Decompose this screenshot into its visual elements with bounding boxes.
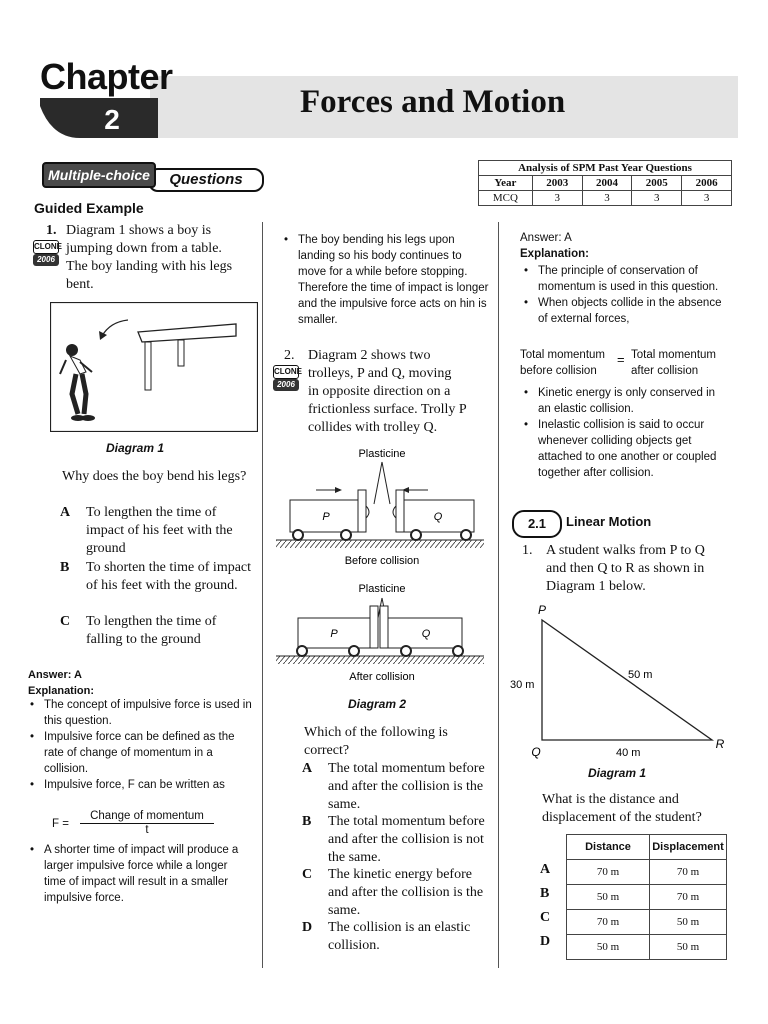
equals-sign: =	[617, 352, 625, 367]
distance-cell: 50 m	[567, 885, 650, 910]
q2-question: Which of the following is correct?	[304, 725, 448, 758]
trolley-q-label: Q	[421, 628, 431, 640]
column-divider	[498, 222, 499, 968]
q2-explanation-list-2	[524, 385, 730, 481]
chapter-number-tab	[40, 98, 158, 138]
clone-word: CLONE	[273, 365, 299, 379]
explanation-item: • The concept of impulsive force is used in this question.	[30, 697, 252, 729]
analysis-row-label: MCQ	[479, 191, 533, 206]
distance-cell: 50 m	[567, 935, 650, 960]
lm-q1-number: 1.	[522, 543, 533, 558]
option-text: The total momentum before and after the collision is not the same.	[328, 814, 485, 865]
eq-text: Total momentum	[520, 349, 606, 361]
q1-stem-line: bent.	[66, 277, 94, 292]
explanation-item: • Impulsive force can be defined as the rate of change of momentum in a collision.	[30, 729, 252, 777]
explanation-item: • The principle of conservation of momentum is used in this question.	[524, 263, 730, 295]
clone-year: 2006	[273, 379, 299, 391]
q1-diagram-caption: Diagram 1	[106, 441, 165, 455]
section-number-badge: 2.1	[512, 510, 562, 538]
explanation-item: • The boy bending his legs upon landing so his body continues to move for a while before stopping. Therefore the time of impact is longer and the impulsive force acts on hin is smaller.	[284, 232, 490, 328]
displacement-cell: 70 m	[650, 860, 727, 885]
q1-stem	[66, 222, 258, 294]
option-label: C	[60, 614, 71, 629]
chapter-number: 2	[104, 104, 120, 135]
q2-stem-line: collides with trolley Q.	[308, 420, 438, 435]
option-text: The total momentum before and after the collision is the same.	[328, 761, 485, 812]
option-label: B	[302, 814, 312, 829]
trolley-diagram	[270, 440, 490, 690]
momentum-equation-left	[520, 347, 605, 379]
chapter-label: Chapter	[40, 56, 173, 97]
lm-q1-stem-line: and then Q to R as shown in	[546, 561, 705, 576]
explanation-item: • Impulsive force, F can be written as	[30, 777, 252, 793]
formula	[52, 818, 69, 830]
option-text: The kinetic energy before and after the collision is the same.	[328, 867, 484, 918]
q2-stem	[308, 347, 496, 437]
distance-cell: 70 m	[567, 910, 650, 935]
explanation-item: • Kinetic energy is only conserved in an elastic collision.	[524, 385, 730, 417]
eq-text: after collision	[631, 365, 699, 377]
displacement-cell: 50 m	[650, 910, 727, 935]
q2-stem-line: frictionless surface. Trolly P	[308, 402, 467, 417]
before-collision-label: Before collision	[344, 555, 420, 567]
analysis-year: 2003	[532, 176, 582, 191]
q1-stem-line: The boy landing with his legs	[66, 259, 233, 274]
side-qr-label: 40 m	[616, 747, 641, 759]
lm-q1-stem-line: A student walks from P to Q	[546, 543, 705, 558]
displacement-header: Displacement	[650, 835, 727, 860]
q2-stem-line: in opposite direction on a	[308, 384, 451, 399]
lm-q1-stem	[546, 542, 736, 596]
displacement-cell: 50 m	[650, 935, 727, 960]
trolley-p-label: P	[330, 628, 338, 640]
plasticine-label: Plasticine	[358, 583, 406, 595]
q2-explanation-label: Explanation:	[520, 248, 590, 260]
after-collision-label: After collision	[349, 671, 415, 683]
q1-explanation-label: Explanation:	[28, 685, 95, 697]
column-divider	[262, 222, 263, 968]
analysis-year: 2005	[632, 176, 682, 191]
eq-text: Total momentum	[631, 349, 717, 361]
analysis-count: 3	[582, 191, 632, 206]
option-text: To shorten the time of impact of his feet with the ground.	[86, 560, 252, 593]
q1-explanation-list-2	[30, 842, 252, 906]
q1-explanation-list	[30, 697, 252, 793]
analysis-year: 2004	[582, 176, 632, 191]
badge-questions: Questions	[148, 168, 264, 192]
option-label-c[interactable]: C	[540, 910, 551, 925]
q2-stem-line: Diagram 2 shows two	[308, 348, 431, 363]
displacement-cell: 70 m	[650, 885, 727, 910]
q2-answer: Answer: A	[520, 232, 572, 244]
eq-text: before collision	[520, 365, 597, 377]
section-title: Linear Motion	[566, 514, 652, 529]
distance-displacement-table	[566, 834, 727, 960]
option-text: To lengthen the time of falling to the ground	[86, 614, 217, 647]
triangle-diagram	[506, 600, 736, 765]
distance-cell: 70 m	[567, 860, 650, 885]
plasticine-label: Plasticine	[358, 448, 406, 460]
q1-answer: Answer: A	[28, 669, 82, 681]
option-label: C	[302, 867, 313, 882]
option-label: B	[60, 560, 70, 575]
badge-multiple-choice: Multiple-choice	[42, 162, 156, 188]
option-label-b[interactable]: B	[540, 886, 550, 901]
momentum-equation-right	[631, 347, 716, 379]
boy-jumping-diagram	[50, 302, 258, 432]
q2-stem-line: trolleys, P and Q, moving	[308, 366, 452, 381]
trolley-q-label: Q	[433, 511, 443, 523]
q2-number: 2.	[284, 348, 295, 363]
q1-number: 1.	[46, 223, 57, 238]
analysis-count: 3	[532, 191, 582, 206]
formula-denominator: t	[145, 824, 149, 836]
side-pq-label: 30 m	[510, 679, 535, 691]
clone-word: CLONE	[33, 240, 59, 254]
q1-stem-line: jumping down from a table.	[66, 241, 222, 256]
clone-year: 2006	[33, 254, 59, 266]
q1-explanation-continued	[284, 232, 490, 328]
option-text: The collision is an elastic collision.	[328, 920, 471, 953]
lm-q1-stem-line: Diagram 1 below.	[546, 579, 646, 594]
page-title: Forces and Motion	[300, 84, 566, 120]
formula-fraction	[80, 810, 214, 836]
side-pr-label: 50 m	[628, 669, 653, 681]
clone-2006-badge	[33, 240, 62, 266]
q2-explanation-list	[524, 263, 730, 327]
point-r-label: R	[715, 737, 725, 751]
formula-lhs: F =	[52, 818, 69, 830]
clone-2006-badge	[273, 365, 302, 391]
lm-q1-question: What is the distance and displacement of the student?	[542, 792, 702, 825]
analysis-count: 3	[632, 191, 682, 206]
option-label: A	[302, 761, 313, 776]
option-label-d[interactable]: D	[540, 934, 551, 949]
analysis-table	[478, 160, 732, 206]
formula-numerator: Change of momentum	[80, 810, 214, 824]
lm-q1-diagram-caption: Diagram 1	[588, 766, 647, 780]
analysis-year-header: Year	[479, 176, 533, 191]
explanation-item: • A shorter time of impact will produce a larger impulsive force while a longer time of impact will result in a smaller impulsive force.	[30, 842, 252, 906]
option-text: To lengthen the time of impact of his feet with the ground	[86, 505, 233, 556]
explanation-item: • When objects collide in the absence of external forces,	[524, 295, 730, 327]
option-label: A	[60, 505, 71, 520]
option-label: D	[302, 920, 313, 935]
point-q-label: Q	[531, 745, 541, 759]
q1-question: Why does the boy bend his legs?	[62, 469, 247, 484]
trolley-p-label: P	[322, 511, 330, 523]
distance-header: Distance	[567, 835, 650, 860]
q2-diagram-caption: Diagram 2	[348, 697, 407, 711]
guided-example-heading: Guided Example	[34, 200, 144, 216]
analysis-count: 3	[682, 191, 732, 206]
analysis-year: 2006	[682, 176, 732, 191]
q1-stem-line: Diagram 1 shows a boy is	[66, 223, 212, 238]
analysis-caption: Analysis of SPM Past Year Questions	[479, 161, 732, 176]
option-label-a[interactable]: A	[540, 862, 551, 877]
explanation-item: • Inelastic collision is said to occur whenever colliding objects get attached to one another or coupled together after collision.	[524, 417, 730, 481]
point-p-label: P	[537, 603, 547, 617]
